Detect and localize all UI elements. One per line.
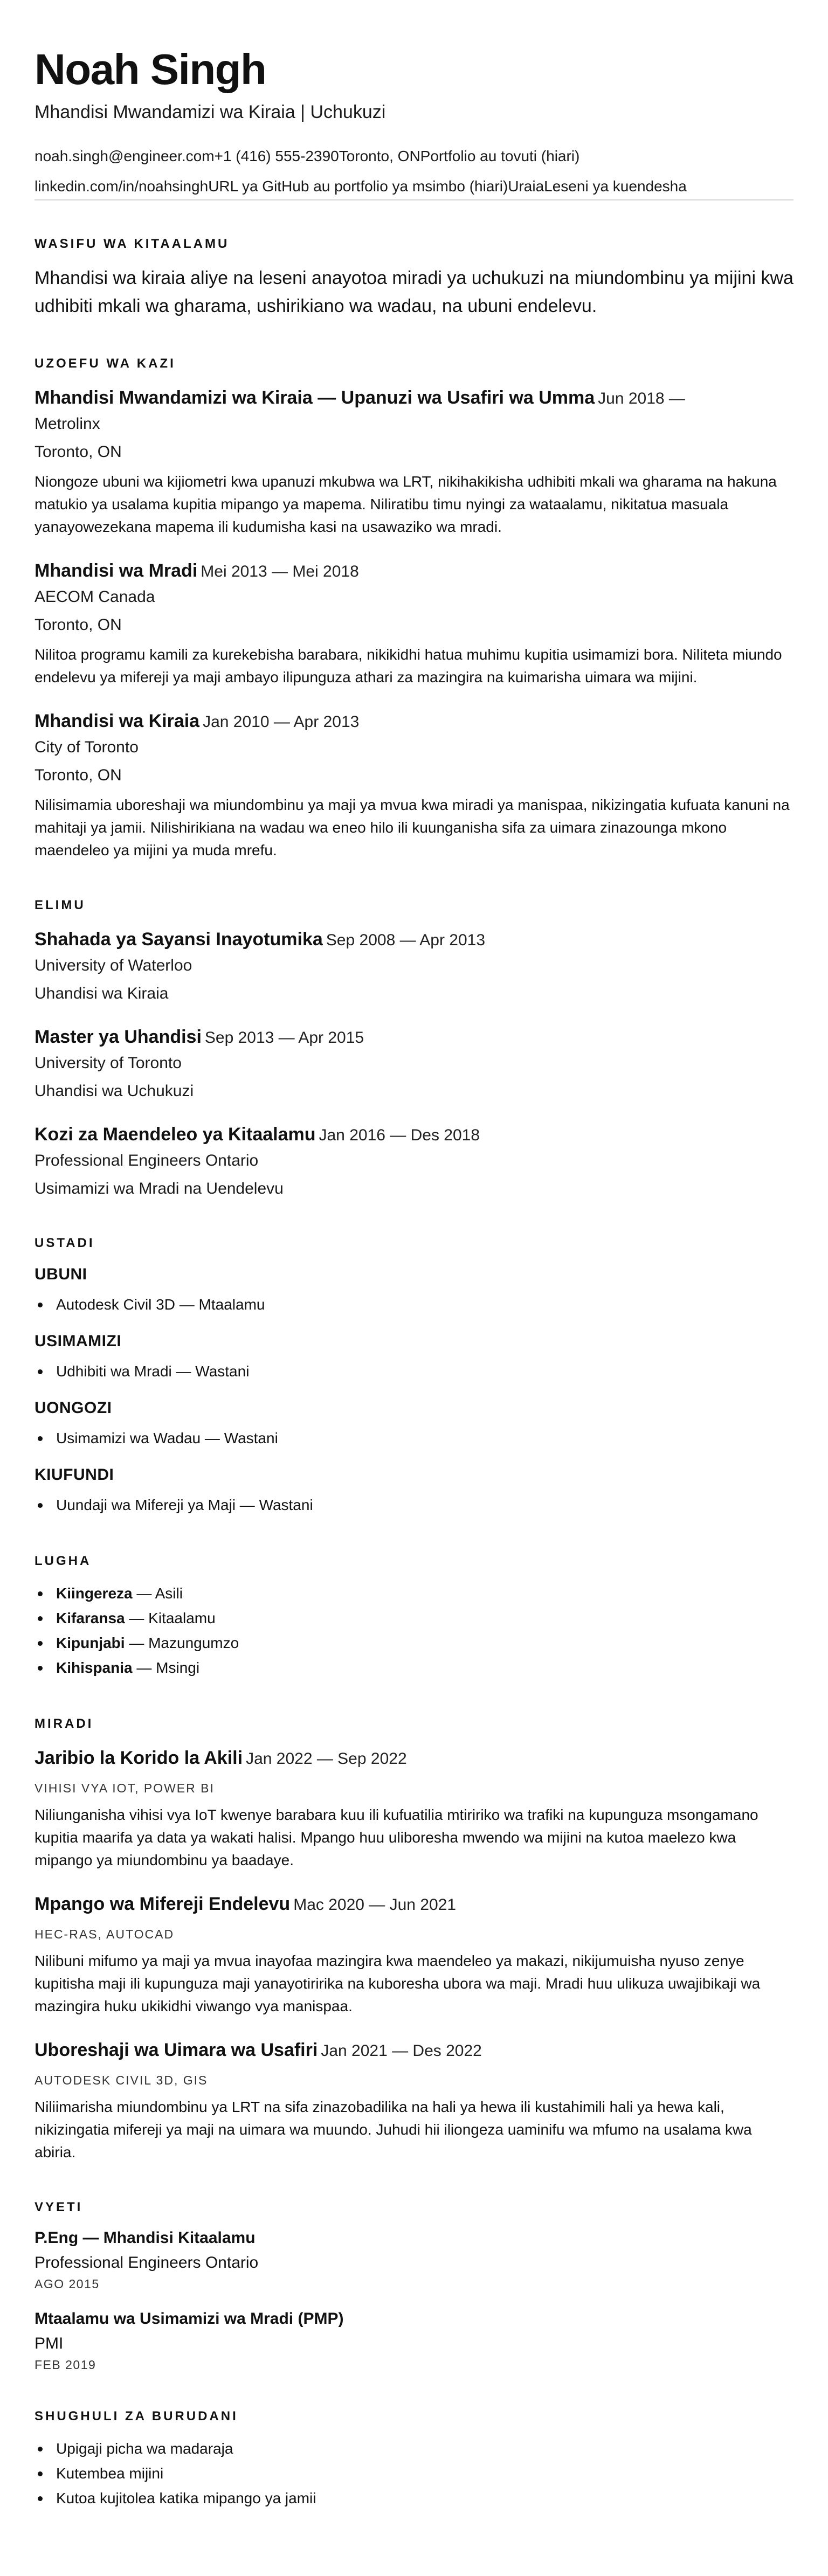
- certification-issuer: Professional Engineers Ontario: [34, 2254, 259, 2272]
- institution: University of Waterloo: [34, 957, 192, 974]
- skill-list: [34, 1426, 794, 1451]
- project-tech: AUTODESK CIVIL 3D, GIS: [34, 2073, 208, 2087]
- job-description: Nilitoa programu kamili za kurekebisha barabara, nikikidhi hatua muhimu kupitia usimamizi bora. Niliteta miundo endelevu ya mifereji ya maji ambayo ilipunguza athari za mazingira na kuimarisha uimara wa mijini.: [34, 646, 782, 685]
- job-location: Toronto, ON: [34, 443, 122, 461]
- summary-heading: WASIFU WA KITAALAMU: [34, 237, 230, 251]
- certification-issuer: PMI: [34, 2335, 64, 2352]
- skill-group: [34, 1465, 794, 1518]
- degree-dates: Jan 2016 — Des 2018: [319, 1126, 480, 1144]
- project-title: Uboreshaji wa Uimara wa Usafiri: [34, 2040, 318, 2060]
- skill-item: Usimamizi wa Wadau — Wastani: [34, 1426, 794, 1451]
- language-name: Kipunjabi: [56, 1635, 125, 1651]
- hobby-list: [34, 2436, 794, 2511]
- certifications-heading: VYETI: [34, 2200, 83, 2214]
- header-divider: [34, 199, 794, 200]
- institution: University of Toronto: [34, 1054, 182, 1072]
- contact-line-secondary: linkedin.com/in/noahsinghURL ya GitHub au portfolio ya msimbo (hiari)UraiaLeseni ya kuendesha: [34, 178, 687, 195]
- project-title: Mpango wa Mifereji Endelevu: [34, 1894, 291, 1914]
- language-item: [34, 1606, 794, 1631]
- project-tech: HEC-RAS, AUTOCAD: [34, 1927, 175, 1941]
- skill-category: UONGOZI: [34, 1399, 112, 1417]
- skill-item: Autodesk Civil 3D — Mtaalamu: [34, 1292, 794, 1317]
- skill-item: Uundaji wa Mifereji ya Maji — Wastani: [34, 1493, 794, 1518]
- project-dates: Jan 2021 — Des 2022: [321, 2042, 482, 2060]
- skill-group: [34, 1264, 794, 1317]
- experience-entry: [34, 386, 794, 538]
- projects-heading: MIRADI: [34, 1716, 94, 1731]
- degree-dates: Sep 2008 — Apr 2013: [326, 931, 486, 949]
- education-section: [34, 897, 794, 1200]
- project-tech: VIHISI VYA IOT, POWER BI: [34, 1781, 215, 1795]
- language-name: Kifaransa: [56, 1610, 125, 1626]
- certifications-section: [34, 2199, 794, 2373]
- skill-category: USIMAMIZI: [34, 1332, 122, 1350]
- job-title: Mhandisi wa Kiraia: [34, 711, 200, 731]
- certification-entry: [34, 2227, 794, 2292]
- language-item: [34, 1581, 794, 1606]
- certification-date: FEB 2019: [34, 2358, 96, 2372]
- experience-section: [34, 356, 794, 862]
- skill-list: [34, 1359, 794, 1384]
- language-list: [34, 1581, 794, 1680]
- project-description: Niliunganisha vihisi vya IoT kwenye barabara kuu ili kufuatilia mtiririko wa trafiki na kupunguza msongamano kupitia maarifa ya data ya wakati halisi. Mpango huu uliboresha mwendo wa mijini na kutoa maelezo kwa mipango ya miundombinu ya baadaye.: [34, 1806, 758, 1868]
- language-item: [34, 1631, 794, 1656]
- education-heading: ELIMU: [34, 898, 86, 912]
- job-description: Niongoze ubuni wa kijiometri kwa upanuzi mkubwa wa LRT, nikihakikisha udhibiti mkali wa gharama na hakuna matukio ya usalama kupitia mipango ya mapema. Niliratibu timu nyingi za wataalamu, nikitatua masuala yanayowezekana mapema ili kudumisha kasi na usawaziko wa mradi.: [34, 473, 777, 535]
- certification-name: Mtaalamu wa Usimamizi wa Mradi (PMP): [34, 2310, 344, 2328]
- candidate-title: Mhandisi Mwandamizi wa Kiraia | Uchukuzi: [34, 102, 386, 122]
- skill-item: Udhibiti wa Mradi — Wastani: [34, 1359, 794, 1384]
- certification-entry: [34, 2308, 794, 2373]
- degree-title: Master ya Uhandisi: [34, 1027, 202, 1047]
- skill-list: [34, 1292, 794, 1317]
- project-description: Niliimarisha miundombinu ya LRT na sifa zinazobadilika na hali ya hewa ili kustahimili hali ya hewa kali, nikizingatia mifereji ya maji na uimara wa muundo. Juhudi hii iliongeza uaminifu wa mfumo na usalama kwa abiria.: [34, 2099, 752, 2160]
- job-location: Toronto, ON: [34, 616, 122, 634]
- hobby-item: Upigaji picha wa madaraja: [34, 2436, 794, 2461]
- skills-heading: USTADI: [34, 1236, 95, 1250]
- hobby-item: Kutoa kujitolea katika mipango ya jamii: [34, 2486, 794, 2511]
- employer: Metrolinx: [34, 415, 100, 433]
- project-description: Nilibuni mifumo ya maji ya mvua inayofaa mazingira kwa maendeleo ya makazi, nikijumuisha nyuso zenye kupitisha maji ili kupunguza maji yanayotiririka na kuboresha ubora wa maji. Mradi huu ulikuza uwajibikaji wa mazingira huku ukikidhi viwango vya manispaa.: [34, 1952, 761, 2014]
- hobbies-section: [34, 2408, 794, 2511]
- education-entry: [34, 1123, 794, 1200]
- candidate-name: Noah Singh: [34, 45, 266, 93]
- experience-entry: [34, 709, 794, 862]
- education-entry: [34, 1025, 794, 1102]
- skill-list: [34, 1493, 794, 1518]
- employer: AECOM Canada: [34, 588, 155, 606]
- language-name: Kiingereza: [56, 1585, 133, 1602]
- field-of-study: Usimamizi wa Mradi na Uendelevu: [34, 1180, 284, 1197]
- employer: City of Toronto: [34, 738, 139, 756]
- languages-heading: LUGHA: [34, 1554, 92, 1568]
- project-entry: [34, 1746, 794, 1872]
- skill-group: [34, 1398, 794, 1451]
- experience-entry: [34, 559, 794, 689]
- project-entry: [34, 1892, 794, 2018]
- project-dates: Jan 2022 — Sep 2022: [246, 1750, 407, 1768]
- summary-section: [34, 236, 794, 320]
- resume-header: [34, 45, 794, 200]
- hobbies-heading: SHUGHULI ZA BURUDANI: [34, 2409, 238, 2423]
- job-description: Nilisimamia uboreshaji wa miundombinu ya maji ya mvua kwa miradi ya manispaa, nikizingatia kufuata kanuni na mahitaji ya jamii. Nilishirikiana na wadau wa eneo hilo ili kuunganisha sifa za uimara zinazounga mkono maendeleo ya mijini ya muda mrefu.: [34, 797, 790, 858]
- language-name: Kihispania: [56, 1659, 133, 1676]
- field-of-study: Uhandisi wa Kiraia: [34, 985, 169, 1002]
- skills-section: [34, 1235, 794, 1518]
- skill-category: UBUNI: [34, 1265, 87, 1283]
- contact-line-primary: noah.singh@engineer.com+1 (416) 555-2390Toronto, ONPortfolio au tovuti (hiari): [34, 148, 580, 164]
- certification-date: AGO 2015: [34, 2277, 100, 2291]
- degree-title: Kozi za Maendeleo ya Kitaalamu: [34, 1124, 316, 1145]
- experience-heading: UZOEFU WA KAZI: [34, 356, 176, 371]
- skill-category: KIUFUNDI: [34, 1466, 114, 1484]
- language-level: — Mazungumzo: [125, 1635, 239, 1651]
- project-dates: Mac 2020 — Jun 2021: [293, 1896, 457, 1914]
- project-entry: [34, 2038, 794, 2164]
- degree-dates: Sep 2013 — Apr 2015: [204, 1029, 364, 1047]
- job-title: Mhandisi wa Mradi: [34, 560, 198, 581]
- language-level: — Kitaalamu: [125, 1610, 216, 1626]
- education-entry: [34, 927, 794, 1005]
- language-item: [34, 1656, 794, 1680]
- hobby-item: Kutembea mijini: [34, 2461, 794, 2486]
- institution: Professional Engineers Ontario: [34, 1152, 259, 1169]
- project-title: Jaribio la Korido la Akili: [34, 1748, 243, 1768]
- certification-name: P.Eng — Mhandisi Kitaalamu: [34, 2229, 256, 2247]
- language-level: — Msingi: [132, 1659, 200, 1676]
- job-dates: Jun 2018 —: [598, 390, 685, 407]
- job-title: Mhandisi Mwandamizi wa Kiraia — Upanuzi wa Usafiri wa Umma: [34, 387, 595, 408]
- projects-section: [34, 1716, 794, 2164]
- language-level: — Asili: [132, 1585, 183, 1602]
- job-dates: Jan 2010 — Apr 2013: [203, 713, 360, 731]
- languages-section: [34, 1553, 794, 1680]
- degree-title: Shahada ya Sayansi Inayotumika: [34, 929, 323, 950]
- field-of-study: Uhandisi wa Uchukuzi: [34, 1082, 194, 1100]
- job-location: Toronto, ON: [34, 766, 122, 784]
- skill-group: [34, 1331, 794, 1384]
- job-dates: Mei 2013 — Mei 2018: [201, 563, 359, 580]
- summary-text: Mhandisi wa kiraia aliye na leseni anayotoa miradi ya uchukuzi na miundombinu ya mijini kwa udhibiti mkali wa gharama, ushirikiano wa wadau, na ubuni endelevu.: [34, 268, 794, 316]
